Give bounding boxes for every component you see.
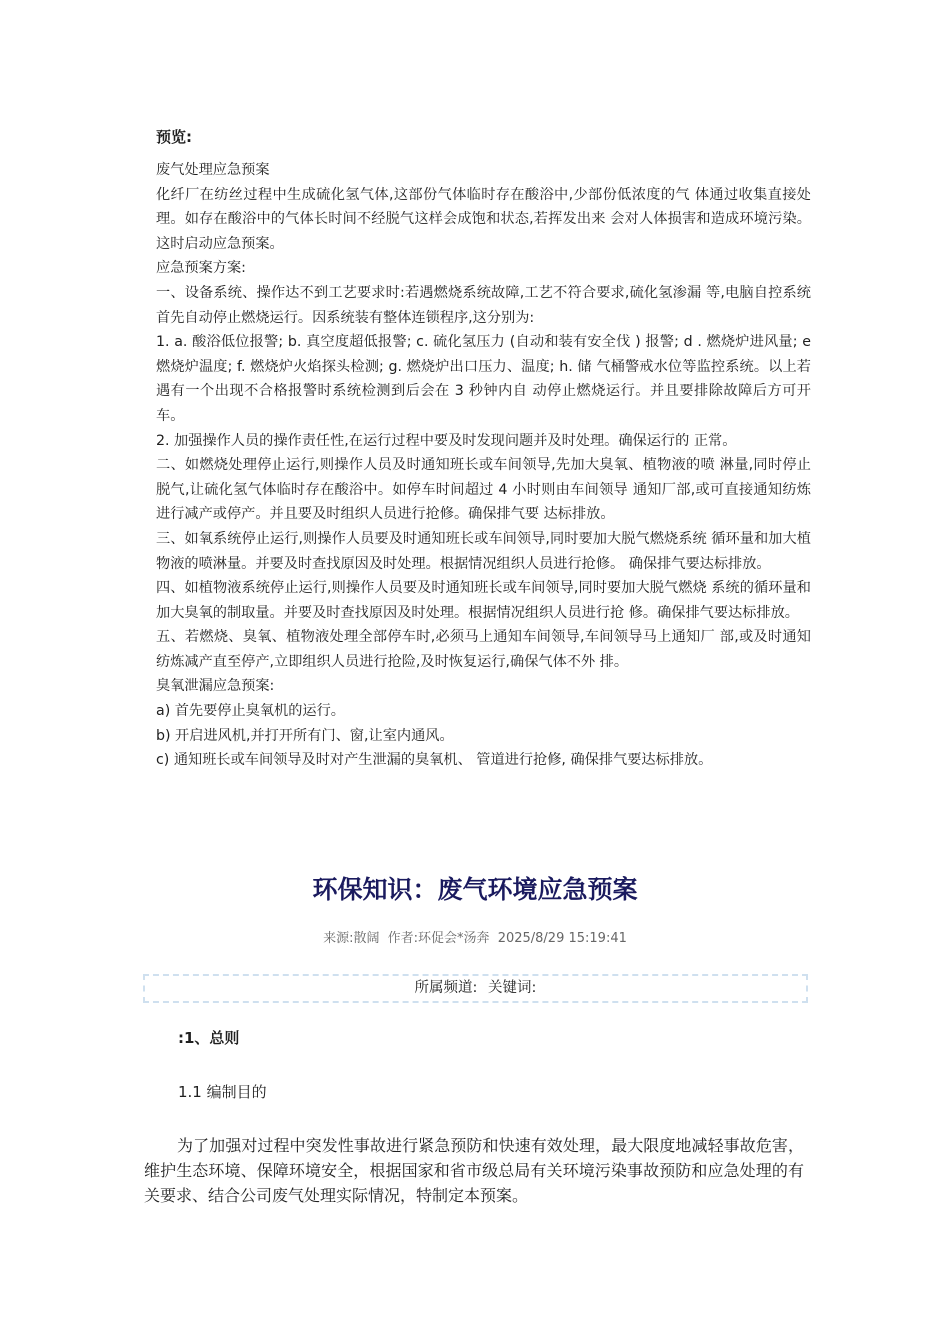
- preview-paragraph: a) 首先要停止臭氧机的运行。: [156, 703, 345, 720]
- subsection-heading: 1.1 编制目的: [178, 1083, 267, 1101]
- preview-paragraph: 二、如燃烧处理停止运行,则操作人员及时通知班长或车间领导,先加大臭氧、植物液的喷 淋量,同时停止脱气,让硫化氢气体临时存在酸浴中。如停车时间超过 4 小时则由车间领导 通知厂部,或可直接通知纺炼进行减产或停产。并且要及时组织人员进行抢修。确保排气要 达标排放。: [156, 457, 811, 523]
- preview-section: [156, 126, 811, 773]
- channel-keywords-bar: [143, 974, 808, 1003]
- preview-paragraph: 化纤厂在纺丝过程中生成硫化氢气体,这部份气体临时存在酸浴中,少部份低浓度的气 体通过收集直接处理。如存在酸浴中的气体长时间不经脱气这样会成饱和状态,若挥发出来 会对人体损害和造成环境污染。这时启动应急预案。: [156, 186, 811, 252]
- meta-datetime: 2025/8/29 15:19:41: [497, 931, 627, 946]
- article-meta: [0, 929, 950, 949]
- section-heading: :1、总则: [178, 1029, 240, 1047]
- preview-paragraph: 应急预案方案:: [156, 260, 246, 277]
- preview-paragraph: 四、如植物液系统停止运行,则操作人员要及时通知班长或车间领导,同时要加大脱气燃烧 系统的循环量和加大臭氧的制取量。并要及时查找原因及时处理。根据情况组织人员进行抢 修。确保排气要达标排放。: [156, 580, 811, 621]
- channel-label: 所属频道:: [414, 980, 478, 996]
- preview-paragraph: 臭氧泄漏应急预案:: [156, 678, 275, 695]
- article-body-paragraph: 为了加强对过程中突发性事故进行紧急预防和快速有效处理，最大限度地减轻事故危害，维护生态环境、保障环境安全，根据国家和省市级总局有关环境污染事故预防和应急处理的有关要求、结合公司废气处理实际情况，特制定本预案。: [144, 1136, 804, 1205]
- preview-paragraph: 一、设备系统、操作达不到工艺要求时:若遇燃烧系统故障,工艺不符合要求,硫化氢渗漏 等,电脑自控系统首先自动停止燃烧运行。因系统装有整体连锁程序,这分别为:: [156, 284, 811, 326]
- preview-heading: 预览:: [156, 128, 192, 146]
- keywords-label: 关键词:: [488, 980, 537, 996]
- preview-paragraph: 2. 加强操作人员的操作责任性,在运行过程中要及时发现问题并及时处理。确保运行的 正常。: [156, 432, 737, 449]
- preview-paragraph: 五、若燃烧、臭氧、植物液处理全部停车时,必须马上通知车间领导,车间领导马上通知厂 部,或及时通知纺炼减产直至停产,立即组织人员进行抢险,及时恢复运行,确保气体不外 排。: [156, 629, 811, 670]
- meta-author: 作者:环促会*汤奔: [387, 931, 490, 946]
- preview-paragraph: b) 开启进风机,并打开所有门、窗,让室内通风。: [156, 727, 454, 744]
- preview-paragraph: 1. a. 酸浴低位报警; b. 真空度超低报警; c. 硫化氢压力 (自动和装有安全伐 ) 报警; d . 燃烧炉进风量; e 燃烧炉温度; f. 燃烧炉火焰探头检测; g. 燃烧炉出口压力、温度; h. 储 气桶警戒水位等监控系统。以上若遇有一个出现不合格报警时系统检测到后会在 3 秒钟内自 动停止燃烧运行。并且要排除故障后方可开车。: [156, 334, 811, 424]
- preview-paragraph: c) 通知班长或车间领导及时对产生泄漏的臭氧机、 管道进行抢修, 确保排气要达标排放。: [156, 752, 713, 769]
- preview-body: [156, 158, 811, 773]
- preview-paragraph: 废气处理应急预案: [156, 162, 270, 178]
- preview-paragraph: 三、如氧系统停止运行,则操作人员要及时通知班长或车间领导,同时要加大脱气燃烧系统 循环量和加大植物液的喷淋量。并要及时查找原因及时处理。根据情况组织人员进行抢修。 确保排气要达标排放。: [156, 530, 811, 572]
- meta-source: 来源:散阔: [323, 931, 380, 946]
- article-title: 环保知识：废气环境应急预案: [312, 875, 638, 904]
